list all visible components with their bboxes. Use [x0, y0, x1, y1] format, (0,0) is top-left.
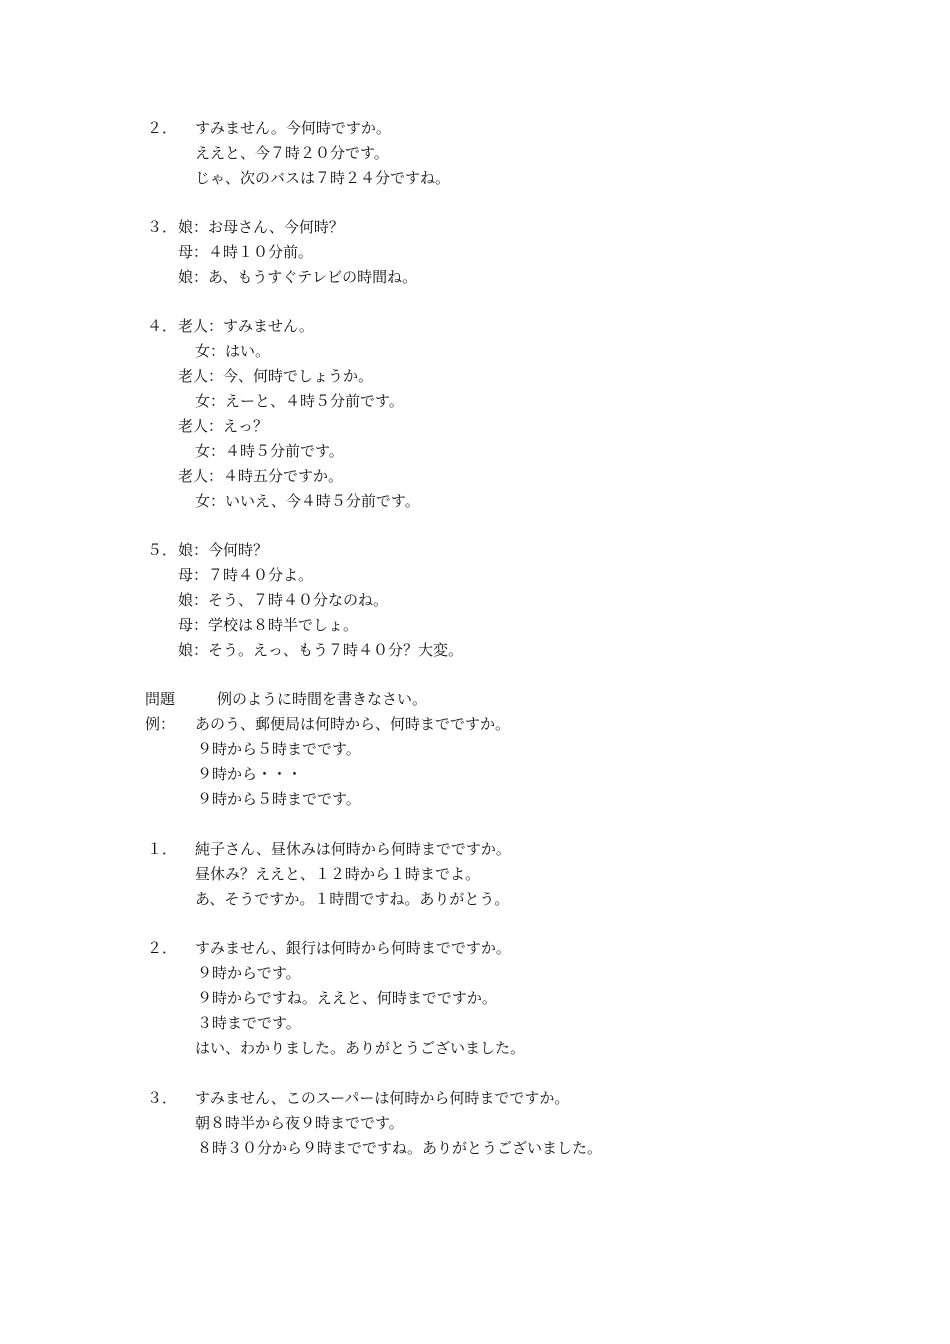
dialogue-line: 昼休み？ええと、１２時から１時までよ。	[195, 865, 481, 883]
dialogue-line: 老人：えっ？	[178, 417, 269, 435]
dialogue-line: すみません、銀行は何時から何時までですか。	[195, 939, 511, 957]
dialogue-line: 娘：そう。えっ、もう７時４０分？大変。	[178, 641, 464, 659]
dialogue-line: ９時から・・・	[197, 765, 303, 783]
item-number: １．	[147, 840, 178, 858]
problem-instruction: 例のように時間を書きなさい。	[217, 690, 428, 708]
dialogue-line: ８時３０分から９時までですね。ありがとうございました。	[197, 1139, 603, 1157]
dialogue-line: ええと、今７時２０分です。	[195, 144, 389, 162]
dialogue-line: 母：４時１０分前。	[178, 243, 314, 261]
item-number: ２．	[147, 119, 178, 137]
dialogue-line: 純子さん、昼休みは何時から何時までですか。	[195, 840, 511, 858]
dialogue-line: すみません。今何時ですか。	[195, 119, 391, 137]
dialogue-line: 老人：すみません。	[178, 317, 314, 335]
dialogue-line: あのう、郵便局は何時から、何時までですか。	[195, 715, 511, 733]
dialogue-line: 母：７時４０分よ。	[178, 566, 314, 584]
dialogue-line: 朝８時半から夜９時までです。	[195, 1114, 404, 1132]
dialogue-line: ９時から５時までです。	[197, 790, 361, 808]
dialogue-line: 女：えーと、４時５分前です。	[195, 392, 404, 410]
dialogue-line: 女：４時５分前です。	[195, 442, 344, 460]
dialogue-line: 女：はい。	[195, 342, 271, 360]
dialogue-line: ３時までです。	[197, 1014, 301, 1032]
dialogue-line: あ、そうですか。１時間ですね。ありがとう。	[195, 890, 510, 908]
dialogue-line: じゃ、次のバスは７時２４分ですね。	[195, 169, 451, 187]
example-label: 例：	[145, 715, 176, 733]
item-number: ２．	[147, 939, 178, 957]
dialogue-line: 老人：今、何時でしょうか。	[178, 367, 374, 385]
dialogue-line: 老人：４時五分ですか。	[178, 467, 344, 485]
dialogue-line: ９時からですね。ええと、何時までですか。	[197, 989, 497, 1007]
dialogue-line: 娘：あ、もうすぐテレビの時間ね。	[178, 268, 418, 286]
item-number: ３．	[147, 1089, 178, 1107]
dialogue-line: はい、わかりました。ありがとうございました。	[195, 1039, 526, 1057]
dialogue-line: 娘：そう、７時４０分なのね。	[178, 591, 389, 609]
item-number: ５．	[147, 541, 178, 559]
problem-label: 問題	[145, 690, 176, 708]
dialogue-line: 女：いいえ、今４時５分前です。	[195, 492, 420, 510]
dialogue-line: 母：学校は８時半でしょ。	[178, 616, 359, 634]
dialogue-line: すみません、このスーパーは何時から何時までですか。	[195, 1089, 570, 1107]
dialogue-line: ９時から５時までです。	[197, 740, 361, 758]
dialogue-line: 娘：今何時？	[178, 541, 269, 559]
item-number: ４．	[147, 317, 178, 335]
dialogue-line: 娘：お母さん、今何時？	[178, 218, 344, 236]
dialogue-line: ９時からです。	[197, 964, 301, 982]
item-number: ３．	[147, 218, 178, 236]
